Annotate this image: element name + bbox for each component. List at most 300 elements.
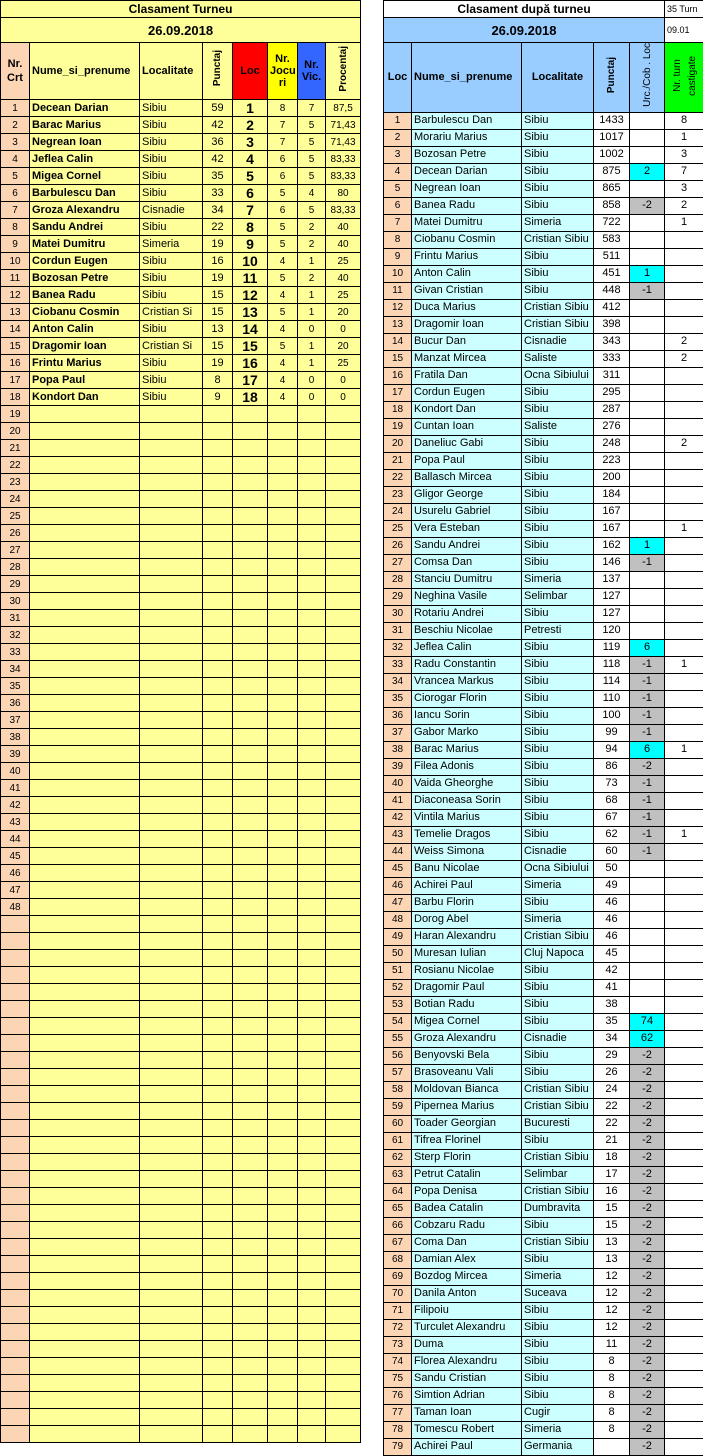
row-name: Sterp Florin	[412, 1149, 522, 1166]
row-name: Damian Alex	[412, 1251, 522, 1268]
row-jocuri	[268, 797, 298, 814]
row-localitate: Sibiu	[522, 452, 594, 469]
row-name	[30, 1426, 140, 1443]
row-name	[30, 865, 140, 882]
row-nr: 42	[1, 797, 30, 814]
right-table-row	[384, 775, 703, 792]
row-urc-cob: -2	[630, 1370, 665, 1387]
row-loc: 1	[384, 112, 412, 129]
row-jocuri	[268, 1103, 298, 1120]
row-nr: 38	[1, 729, 30, 746]
row-name: Manzat Mircea	[412, 350, 522, 367]
row-loc	[233, 1409, 268, 1426]
row-loc: 69	[384, 1268, 412, 1285]
row-name: Bucur Dan	[412, 333, 522, 350]
row-name	[30, 1103, 140, 1120]
row-punctaj: 62	[594, 826, 630, 843]
row-loc: 10	[384, 265, 412, 282]
row-urc-cob: -2	[630, 1421, 665, 1438]
left-table-row	[1, 950, 361, 967]
row-vic	[298, 1222, 326, 1239]
row-name: Fratila Dan	[412, 367, 522, 384]
row-jocuri	[268, 1256, 298, 1273]
left-table-row	[1, 1375, 361, 1392]
row-name: Migea Cornel	[30, 168, 140, 185]
row-punctaj: 13	[594, 1234, 630, 1251]
row-punctaj: 16	[203, 253, 233, 270]
row-urc-cob: -2	[630, 1251, 665, 1268]
row-name	[30, 627, 140, 644]
row-name	[30, 916, 140, 933]
row-loc: 79	[384, 1438, 412, 1455]
row-jocuri	[268, 712, 298, 729]
left-table-row	[1, 712, 361, 729]
right-title: Clasament după turneu	[384, 1, 665, 18]
row-vic: 5	[298, 117, 326, 134]
row-name: Negrean Ioan	[412, 180, 522, 197]
row-loc	[233, 695, 268, 712]
row-punctaj: 15	[203, 287, 233, 304]
row-turn-castigate	[665, 231, 703, 248]
row-punctaj	[203, 882, 233, 899]
left-table-row	[1, 389, 361, 406]
row-vic: 7	[298, 100, 326, 117]
row-vic: 0	[298, 321, 326, 338]
row-loc: 4	[233, 151, 268, 168]
row-localitate: Cristian Sibiu	[522, 231, 594, 248]
row-loc	[233, 1307, 268, 1324]
row-procentaj	[326, 576, 361, 593]
row-punctaj	[594, 1438, 630, 1455]
row-punctaj: 12	[594, 1268, 630, 1285]
left-table-row	[1, 1222, 361, 1239]
row-nr: 40	[1, 763, 30, 780]
row-jocuri	[268, 1392, 298, 1409]
row-loc	[233, 1205, 268, 1222]
row-loc	[233, 763, 268, 780]
right-table-row	[384, 1302, 703, 1319]
row-name: Groza Alexandru	[412, 1030, 522, 1047]
header-nr-jocuri: Nr. Jocu ri	[268, 43, 298, 100]
row-jocuri	[268, 1069, 298, 1086]
row-name: Dorog Abel	[412, 911, 522, 928]
row-procentaj	[326, 644, 361, 661]
right-table-row	[384, 1217, 703, 1234]
row-nr	[1, 1409, 30, 1426]
right-date: 26.09.2018	[384, 18, 665, 43]
row-urc-cob	[630, 350, 665, 367]
right-table-row	[384, 911, 703, 928]
row-name	[30, 1018, 140, 1035]
row-punctaj: 167	[594, 520, 630, 537]
row-urc-cob: -2	[630, 197, 665, 214]
row-loc: 18	[233, 389, 268, 406]
row-urc-cob	[630, 214, 665, 231]
row-nr: 15	[1, 338, 30, 355]
row-procentaj: 25	[326, 355, 361, 372]
row-name: Barbulescu Dan	[30, 185, 140, 202]
row-localitate: Cristian Sibiu	[522, 1183, 594, 1200]
row-jocuri	[268, 831, 298, 848]
row-localitate: Sibiu	[522, 1251, 594, 1268]
row-punctaj	[203, 440, 233, 457]
row-vic	[298, 491, 326, 508]
row-loc	[233, 610, 268, 627]
row-loc: 33	[384, 656, 412, 673]
row-urc-cob: -2	[630, 1285, 665, 1302]
header-r-punctaj: Punctaj	[604, 57, 619, 93]
row-jocuri	[268, 1137, 298, 1154]
row-localitate	[140, 797, 203, 814]
row-turn-castigate	[665, 1149, 703, 1166]
row-name: Banu Nicolae	[412, 860, 522, 877]
row-localitate	[140, 865, 203, 882]
row-name: Ciobanu Cosmin	[412, 231, 522, 248]
row-turn-castigate	[665, 469, 703, 486]
left-table-row	[1, 1171, 361, 1188]
row-jocuri	[268, 508, 298, 525]
row-nr	[1, 950, 30, 967]
row-nr: 9	[1, 236, 30, 253]
row-punctaj	[203, 661, 233, 678]
row-punctaj: 35	[203, 168, 233, 185]
left-table-row	[1, 1205, 361, 1222]
row-localitate: Cristian Sibiu	[522, 928, 594, 945]
row-localitate	[140, 644, 203, 661]
row-loc	[233, 559, 268, 576]
row-procentaj	[326, 814, 361, 831]
row-loc: 22	[384, 469, 412, 486]
row-jocuri	[268, 474, 298, 491]
right-table-row	[384, 1013, 703, 1030]
left-table-row	[1, 508, 361, 525]
row-punctaj: 287	[594, 401, 630, 418]
row-jocuri	[268, 1290, 298, 1307]
row-turn-castigate: 7	[665, 163, 703, 180]
row-jocuri	[268, 627, 298, 644]
row-turn-castigate	[665, 537, 703, 554]
row-name: Dragomir Paul	[412, 979, 522, 996]
right-table-row	[384, 180, 703, 197]
row-name: Popa Paul	[30, 372, 140, 389]
row-loc: 21	[384, 452, 412, 469]
row-localitate	[140, 780, 203, 797]
row-name: Anton Calin	[30, 321, 140, 338]
row-loc: 14	[384, 333, 412, 350]
row-punctaj: 21	[594, 1132, 630, 1149]
right-table-row	[384, 605, 703, 622]
row-localitate: Sibiu	[140, 168, 203, 185]
row-vic	[298, 457, 326, 474]
row-loc	[233, 1052, 268, 1069]
row-localitate	[140, 1171, 203, 1188]
row-punctaj: 42	[203, 117, 233, 134]
left-table-row	[1, 1035, 361, 1052]
row-nr: 2	[1, 117, 30, 134]
row-localitate: Cugir	[522, 1404, 594, 1421]
row-urc-cob: -1	[630, 707, 665, 724]
row-name	[30, 814, 140, 831]
row-procentaj	[326, 916, 361, 933]
row-loc: 36	[384, 707, 412, 724]
row-punctaj: 18	[594, 1149, 630, 1166]
row-jocuri	[268, 423, 298, 440]
row-name: Banea Radu	[412, 197, 522, 214]
row-procentaj: 40	[326, 270, 361, 287]
row-jocuri	[268, 1171, 298, 1188]
row-procentaj: 71,43	[326, 117, 361, 134]
row-urc-cob: -1	[630, 826, 665, 843]
row-localitate: Simeria	[140, 236, 203, 253]
row-turn-castigate	[665, 639, 703, 656]
row-loc	[233, 525, 268, 542]
row-localitate: Sibiu	[522, 690, 594, 707]
row-nr: 3	[1, 134, 30, 151]
row-punctaj	[203, 491, 233, 508]
row-localitate: Sibiu	[522, 894, 594, 911]
row-localitate	[140, 559, 203, 576]
header-nr-vic: Nr. Vic.	[298, 43, 326, 100]
row-nr	[1, 984, 30, 1001]
row-name: Weiss Simona	[412, 843, 522, 860]
row-loc	[233, 899, 268, 916]
row-punctaj: 114	[594, 673, 630, 690]
row-urc-cob: -2	[630, 1336, 665, 1353]
row-loc: 50	[384, 945, 412, 962]
right-table-row	[384, 129, 703, 146]
row-turn-castigate: 2	[665, 435, 703, 452]
row-localitate: Simeria	[522, 877, 594, 894]
row-loc: 75	[384, 1370, 412, 1387]
row-loc: 7	[384, 214, 412, 231]
row-turn-castigate	[665, 928, 703, 945]
left-table-row	[1, 644, 361, 661]
right-table-row	[384, 469, 703, 486]
row-procentaj	[326, 1086, 361, 1103]
row-localitate: Sibiu	[522, 112, 594, 129]
row-loc: 27	[384, 554, 412, 571]
row-punctaj	[203, 1171, 233, 1188]
row-nr: 13	[1, 304, 30, 321]
row-localitate: Sibiu	[522, 1387, 594, 1404]
row-jocuri: 4	[268, 253, 298, 270]
row-loc: 11	[384, 282, 412, 299]
left-table-row	[1, 372, 361, 389]
row-localitate: Germania	[522, 1438, 594, 1455]
left-table-row	[1, 1392, 361, 1409]
row-punctaj: 86	[594, 758, 630, 775]
row-loc	[233, 1171, 268, 1188]
row-name	[30, 542, 140, 559]
left-table-row	[1, 1001, 361, 1018]
left-table-row	[1, 168, 361, 185]
overall-standings-table	[383, 0, 703, 1456]
row-nr	[1, 1324, 30, 1341]
row-punctaj: 223	[594, 452, 630, 469]
right-table-row	[384, 860, 703, 877]
row-jocuri: 6	[268, 151, 298, 168]
row-procentaj	[326, 1324, 361, 1341]
left-table-row	[1, 117, 361, 134]
row-loc	[233, 661, 268, 678]
right-table-row	[384, 112, 703, 129]
row-procentaj	[326, 865, 361, 882]
row-jocuri: 5	[268, 304, 298, 321]
row-localitate	[140, 1358, 203, 1375]
row-turn-castigate	[665, 1268, 703, 1285]
right-table-row	[384, 945, 703, 962]
row-punctaj	[203, 933, 233, 950]
row-name: Sandu Andrei	[30, 219, 140, 236]
row-nr: 27	[1, 542, 30, 559]
row-vic	[298, 1375, 326, 1392]
right-table-row	[384, 537, 703, 554]
right-table-row	[384, 163, 703, 180]
row-loc	[233, 1086, 268, 1103]
row-punctaj	[203, 627, 233, 644]
row-loc: 55	[384, 1030, 412, 1047]
row-localitate	[140, 1001, 203, 1018]
row-name	[30, 933, 140, 950]
header-nr-crt: Nr. Crt	[1, 43, 30, 100]
row-localitate: Ocna Sibiului	[522, 367, 594, 384]
row-turn-castigate	[665, 1353, 703, 1370]
row-nr: 25	[1, 508, 30, 525]
row-loc: 5	[384, 180, 412, 197]
right-table-row	[384, 265, 703, 282]
row-jocuri	[268, 542, 298, 559]
row-nr: 35	[1, 678, 30, 695]
row-loc: 63	[384, 1166, 412, 1183]
left-table-row	[1, 1358, 361, 1375]
row-loc: 31	[384, 622, 412, 639]
row-loc	[233, 712, 268, 729]
row-name: Haran Alexandru	[412, 928, 522, 945]
row-urc-cob: -2	[630, 1183, 665, 1200]
row-name: Beschiu Nicolae	[412, 622, 522, 639]
row-punctaj: 412	[594, 299, 630, 316]
row-jocuri: 5	[268, 219, 298, 236]
right-table-row	[384, 350, 703, 367]
row-name	[30, 661, 140, 678]
row-localitate: Sibiu	[522, 1336, 594, 1353]
row-punctaj	[203, 746, 233, 763]
left-table-row	[1, 287, 361, 304]
row-jocuri	[268, 1188, 298, 1205]
row-procentaj	[326, 950, 361, 967]
row-loc: 24	[384, 503, 412, 520]
row-name: Botian Radu	[412, 996, 522, 1013]
row-vic: 1	[298, 304, 326, 321]
row-localitate	[140, 1205, 203, 1222]
row-loc	[233, 1035, 268, 1052]
row-nr: 23	[1, 474, 30, 491]
row-jocuri	[268, 491, 298, 508]
right-table-row	[384, 1404, 703, 1421]
row-turn-castigate	[665, 758, 703, 775]
row-punctaj: 60	[594, 843, 630, 860]
row-punctaj	[203, 729, 233, 746]
row-loc: 16	[384, 367, 412, 384]
row-localitate: Cristian Si	[140, 304, 203, 321]
row-localitate: Sibiu	[140, 270, 203, 287]
row-localitate: Cisnadie	[522, 333, 594, 350]
row-localitate: Sibiu	[522, 129, 594, 146]
row-loc	[233, 1392, 268, 1409]
row-turn-castigate: 1	[665, 741, 703, 758]
right-table-row	[384, 231, 703, 248]
row-loc: 8	[233, 219, 268, 236]
row-vic	[298, 1001, 326, 1018]
row-name: Dragomir Ioan	[30, 338, 140, 355]
row-turn-castigate	[665, 503, 703, 520]
right-table-row	[384, 333, 703, 350]
row-name: Badea Catalin	[412, 1200, 522, 1217]
left-table-row	[1, 763, 361, 780]
row-name: Decean Darian	[30, 100, 140, 117]
row-urc-cob: -2	[630, 1149, 665, 1166]
row-punctaj: 42	[594, 962, 630, 979]
row-jocuri	[268, 950, 298, 967]
row-nr: 41	[1, 780, 30, 797]
row-punctaj: 167	[594, 503, 630, 520]
row-loc: 3	[233, 134, 268, 151]
row-punctaj: 33	[203, 185, 233, 202]
left-table-row	[1, 559, 361, 576]
row-jocuri	[268, 780, 298, 797]
row-jocuri: 7	[268, 117, 298, 134]
row-name: Popa Paul	[412, 452, 522, 469]
row-punctaj: 19	[203, 270, 233, 287]
row-localitate	[140, 457, 203, 474]
row-turn-castigate	[665, 809, 703, 826]
row-localitate	[140, 1239, 203, 1256]
row-name: Gligor George	[412, 486, 522, 503]
row-name: Sandu Cristian	[412, 1370, 522, 1387]
right-table-row	[384, 673, 703, 690]
row-punctaj	[203, 1341, 233, 1358]
row-localitate	[140, 1290, 203, 1307]
row-name: Temelie Dragos	[412, 826, 522, 843]
row-nr: 32	[1, 627, 30, 644]
row-urc-cob: -2	[630, 1404, 665, 1421]
row-turn-castigate: 1	[665, 656, 703, 673]
row-nr	[1, 1188, 30, 1205]
row-turn-castigate	[665, 401, 703, 418]
row-procentaj	[326, 1052, 361, 1069]
row-punctaj: 73	[594, 775, 630, 792]
row-nr: 48	[1, 899, 30, 916]
row-nr	[1, 1375, 30, 1392]
row-punctaj: 12	[594, 1319, 630, 1336]
row-localitate: Sibiu	[522, 1064, 594, 1081]
row-name: Ciobanu Cosmin	[30, 304, 140, 321]
right-table-row	[384, 1251, 703, 1268]
row-vic: 5	[298, 202, 326, 219]
row-punctaj: 1017	[594, 129, 630, 146]
row-nr	[1, 1222, 30, 1239]
row-procentaj: 83,33	[326, 168, 361, 185]
row-name	[30, 729, 140, 746]
row-turn-castigate	[665, 792, 703, 809]
left-table-row	[1, 1290, 361, 1307]
row-localitate	[140, 967, 203, 984]
right-table-row	[384, 1149, 703, 1166]
row-localitate: Sibiu	[522, 1353, 594, 1370]
row-procentaj	[326, 542, 361, 559]
left-table-row	[1, 1052, 361, 1069]
row-punctaj: 120	[594, 622, 630, 639]
